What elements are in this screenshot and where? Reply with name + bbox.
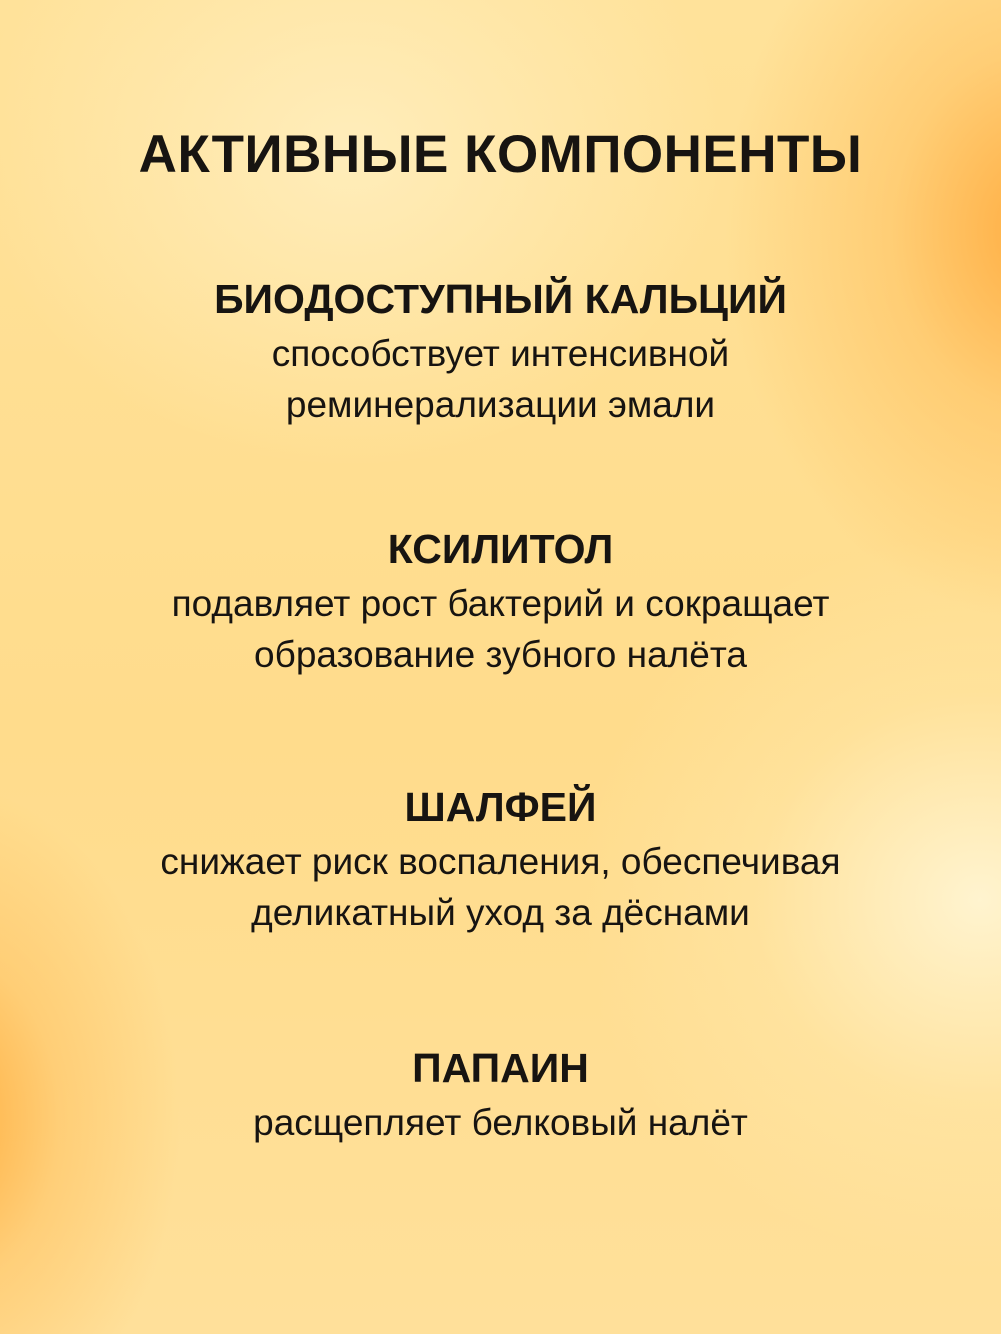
page-title: АКТИВНЫЕ КОМПОНЕНТЫ <box>138 124 863 184</box>
component-name: БИОДОСТУПНЫЙ КАЛЬЦИЙ <box>214 276 787 322</box>
component-papain <box>0 1041 1001 1148</box>
component-description <box>0 578 1001 680</box>
description-line: деликатный уход за дёснами <box>251 892 750 933</box>
component-name: ПАПАИН <box>412 1045 589 1091</box>
component-description <box>0 328 1001 430</box>
description-line: расщепляет белковый налёт <box>253 1102 748 1143</box>
description-line: подавляет рост бактерий и сокращает <box>171 583 830 624</box>
component-name: ШАЛФЕЙ <box>404 784 597 830</box>
description-line: способствует интенсивной <box>271 333 730 374</box>
description-line: снижает риск воспаления, обеспечивая <box>160 841 841 882</box>
component-description <box>0 836 1001 938</box>
component-calcium <box>0 272 1001 430</box>
component-xylitol <box>0 522 1001 680</box>
description-line: образование зубного налёта <box>254 634 747 675</box>
component-sage <box>0 780 1001 938</box>
component-name: КСИЛИТОЛ <box>387 526 614 572</box>
description-line: реминерализации эмали <box>285 384 716 425</box>
component-description <box>0 1097 1001 1148</box>
